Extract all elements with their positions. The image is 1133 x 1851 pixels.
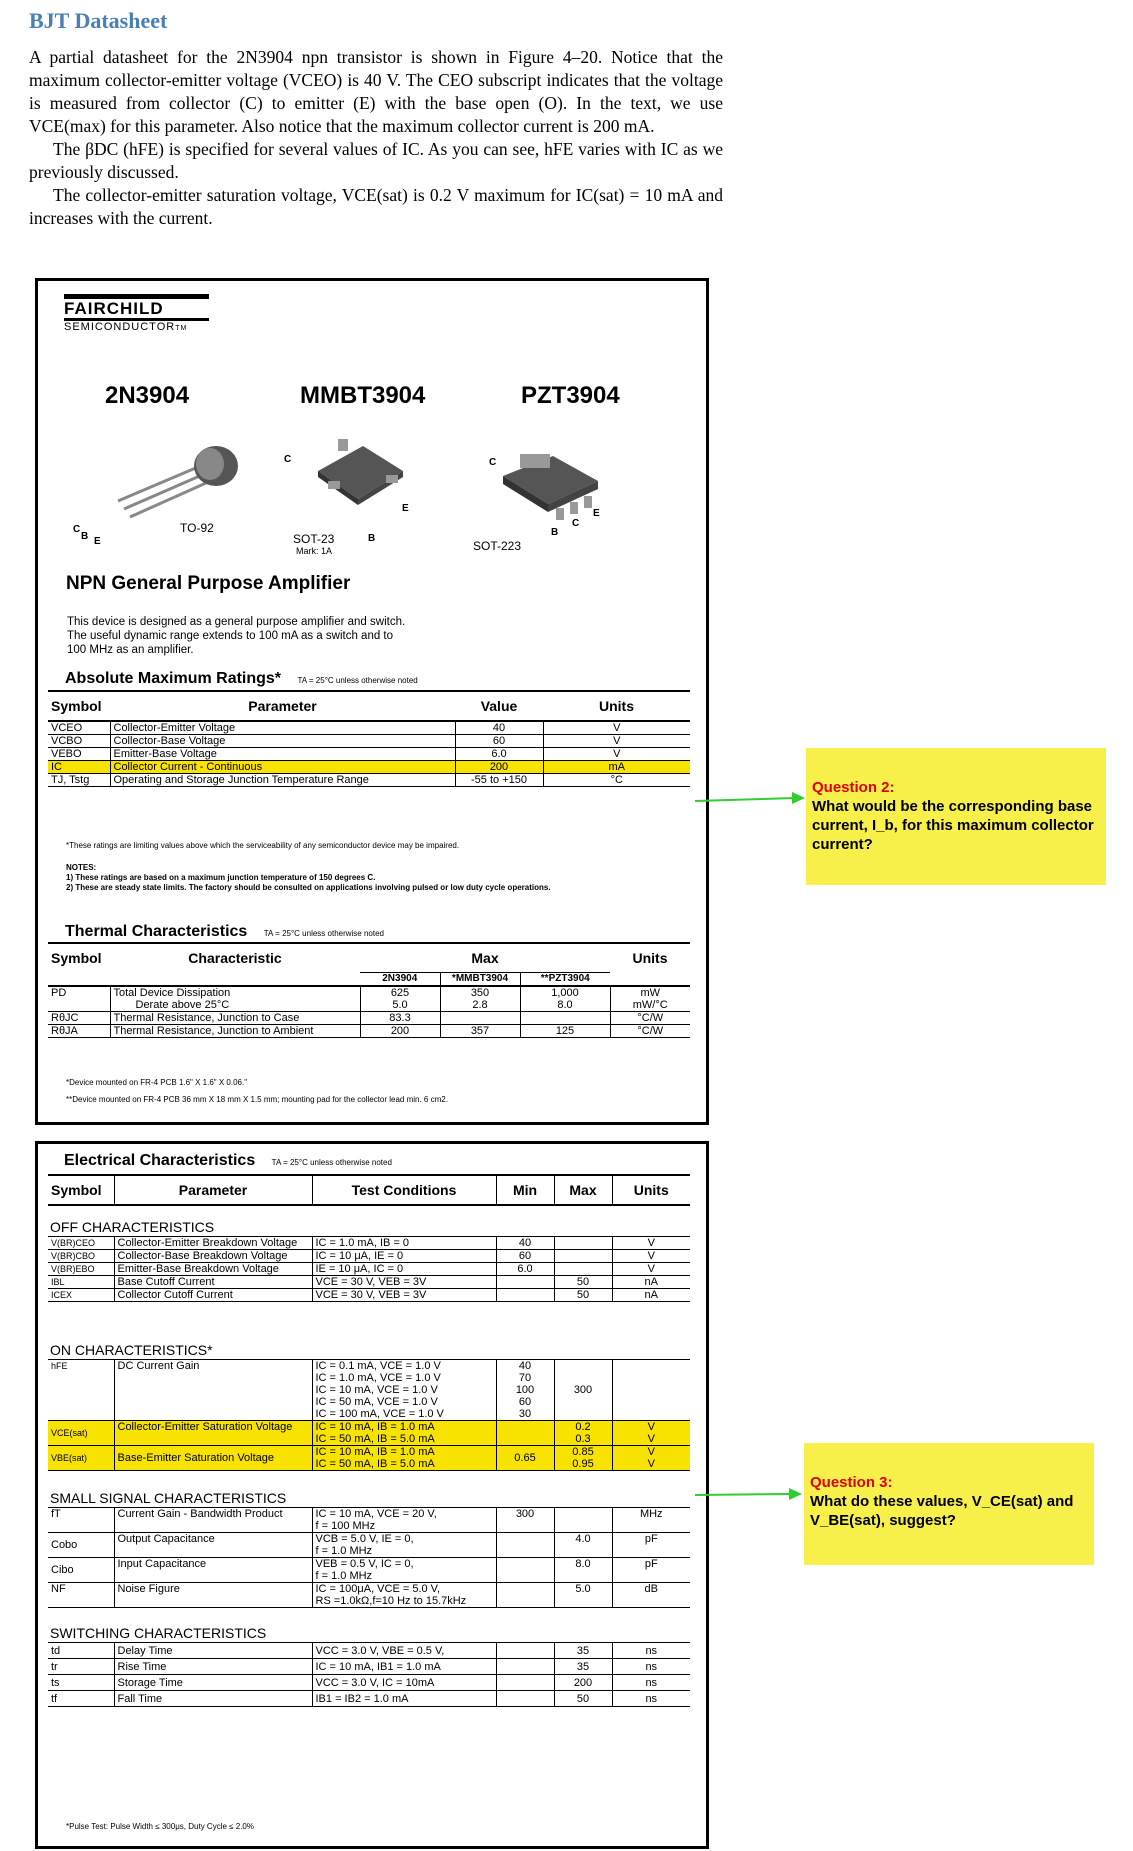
ss-cond: IC = 100μA, VCE = 5.0 V, xyxy=(315,1583,441,1595)
elec-hdr-symbol: Symbol xyxy=(48,1175,114,1205)
thermal-char: Thermal Resistance, Junction to Case xyxy=(110,1012,360,1025)
thermal-footnote-2: **Device mounted on FR-4 PCB 36 mm X 18 mm X 1.5 mm; mounting pad for the collector lead min. 6 cm2. xyxy=(66,1095,448,1104)
hfe-min: 30 xyxy=(518,1408,532,1420)
thermal-hdr-units: Units xyxy=(610,943,690,973)
ss-param: Current Gain - Bandwidth Product xyxy=(114,1508,312,1533)
thermal-v3b: 8.0 xyxy=(557,999,573,1011)
sw-units: ns xyxy=(612,1643,690,1659)
abs-hdr-symbol: Symbol xyxy=(48,691,110,721)
elec-hdr-units: Units xyxy=(612,1175,690,1205)
off-sym: ICEX xyxy=(48,1289,114,1302)
abs-max-cond: TA = 25°C unless otherwise noted xyxy=(297,676,418,685)
thermal-v3: 125 xyxy=(520,1025,610,1038)
thermal-title: Thermal Characteristics xyxy=(65,923,248,940)
off-units: V xyxy=(612,1250,690,1263)
off-min: 60 xyxy=(496,1250,554,1263)
thermal-u: °C/W xyxy=(610,1025,690,1038)
question-2-box xyxy=(806,748,1106,885)
to92-pin-e: E xyxy=(94,536,101,547)
vbesat-min: 0.65 xyxy=(496,1446,554,1471)
part-pzt3904: PZT3904 xyxy=(521,382,620,409)
sot223-pin-b: B xyxy=(551,527,559,538)
ss-sym: fT xyxy=(48,1508,114,1533)
sw-sym: tf xyxy=(48,1691,114,1707)
note-1: 1) These ratings are based on a maximum junction temperature of 150 degrees C. xyxy=(66,873,376,882)
sw-max: 35 xyxy=(554,1643,612,1659)
hfe-sym: hFE xyxy=(48,1360,114,1421)
thermal-sub-2n3904: 2N3904 xyxy=(360,973,440,987)
sot23-pin-c: C xyxy=(284,454,292,465)
thermal-v1: 625 xyxy=(390,987,410,999)
sw-param: Rise Time xyxy=(114,1659,312,1675)
question-3-text: What do these values, V_CE(sat) and V_BE(sat), suggest? xyxy=(810,1493,1074,1529)
abs-hdr-units: Units xyxy=(543,691,690,721)
sw-param: Storage Time xyxy=(114,1675,312,1691)
abs-hdr-value: Value xyxy=(455,691,543,721)
ss-units: pF xyxy=(612,1533,690,1558)
vcesat-units: V xyxy=(647,1433,655,1445)
abs-param: Operating and Storage Junction Temperature Range xyxy=(110,774,455,787)
off-units: nA xyxy=(612,1276,690,1289)
vcesat-param: Collector-Emitter Saturation Voltage xyxy=(114,1421,312,1446)
abs-sym: TJ, Tstg xyxy=(48,774,110,787)
abs-param: Collector Current - Continuous xyxy=(110,761,455,774)
off-cond: VCE = 30 V, VEB = 3V xyxy=(312,1276,496,1289)
sw-param: Delay Time xyxy=(114,1643,312,1659)
intro-paragraph-3: The collector-emitter saturation voltage, VCE(sat) is 0.2 V maximum for IC(sat) = 10 mA and increases with the current. xyxy=(29,185,723,228)
off-max: 50 xyxy=(554,1276,612,1289)
arrow-to-question-3 xyxy=(695,1494,792,1495)
ss-param: Input Capacitance xyxy=(114,1558,312,1583)
vcesat-cond: IC = 10 mA, IB = 1.0 mA xyxy=(315,1421,435,1433)
ss-cond-2: f = 1.0 MHz xyxy=(315,1570,373,1582)
part-2n3904: 2N3904 xyxy=(105,382,190,409)
off-sym: V(BR)CBO xyxy=(48,1250,114,1263)
abs-sym: VEBO xyxy=(48,748,110,761)
ss-min: 300 xyxy=(496,1508,554,1533)
ss-units: pF xyxy=(612,1558,690,1583)
thermal-v2: 357 xyxy=(440,1025,520,1038)
thermal-sub-mmbt3904: *MMBT3904 xyxy=(440,973,520,987)
abs-units: °C xyxy=(543,774,690,787)
thermal-ub: mW/°C xyxy=(632,999,668,1011)
abs-units: mA xyxy=(543,761,690,774)
sw-units: ns xyxy=(612,1659,690,1675)
off-param: Collector-Base Breakdown Voltage xyxy=(114,1250,312,1263)
note-2: 2) These are steady state limits. The factory should be consulted on applications involving pulsed or low duty cycle operations. xyxy=(66,883,551,892)
ss-cond: VEB = 0.5 V, IC = 0, xyxy=(315,1558,414,1570)
ss-param: Output Capacitance xyxy=(114,1533,312,1558)
thermal-v1: 200 xyxy=(360,1025,440,1038)
to92-pin-b: B xyxy=(81,531,89,542)
thermal-footnote-1: *Device mounted on FR-4 PCB 1.6" X 1.6" X 0.06." xyxy=(66,1078,248,1087)
ss-sym: Cibo xyxy=(48,1558,114,1583)
hfe-max: 300 xyxy=(554,1360,612,1421)
sw-units: ns xyxy=(612,1675,690,1691)
abs-param: Emitter-Base Voltage xyxy=(110,748,455,761)
device-title: NPN General Purpose Amplifier xyxy=(66,573,351,594)
off-param: Emitter-Base Breakdown Voltage xyxy=(114,1263,312,1276)
hfe-cond: IC = 10 mA, VCE = 1.0 V xyxy=(315,1384,438,1396)
off-param: Base Cutoff Current xyxy=(114,1276,312,1289)
thermal-sym: PD xyxy=(48,986,110,1012)
sot223-pin-c: C xyxy=(572,518,580,529)
ss-cond-2: f = 100 MHz xyxy=(315,1520,376,1532)
thermal-v3: 1,000 xyxy=(551,987,579,999)
arrow-head-question-2 xyxy=(792,792,805,804)
to92-pin-c: C xyxy=(73,524,81,535)
hfe-min: 40 xyxy=(518,1360,532,1372)
hfe-min: 100 xyxy=(515,1384,535,1396)
abs-sym: VCEO xyxy=(48,721,110,735)
vbesat-max: 0.95 xyxy=(572,1458,594,1470)
abs-units: V xyxy=(543,721,690,735)
abs-param: Collector-Emitter Voltage xyxy=(110,721,455,735)
ss-param: Noise Figure xyxy=(114,1583,312,1608)
abs-value: 60 xyxy=(455,735,543,748)
off-max: 50 xyxy=(554,1289,612,1302)
abs-units: V xyxy=(543,748,690,761)
question-2-text: What would be the corresponding base current, I_b, for this maximum collector current? xyxy=(812,798,1094,853)
thermal-v2b: 2.8 xyxy=(472,999,488,1011)
ss-max: 8.0 xyxy=(554,1558,612,1583)
thermal-char: Total Device Dissipation xyxy=(113,987,231,999)
thermal-sym: RθJA xyxy=(48,1025,110,1038)
ss-sym: NF xyxy=(48,1583,114,1608)
notes-title: NOTES: xyxy=(66,863,97,872)
sw-units: ns xyxy=(612,1691,690,1707)
sw-cond: IB1 = IB2 = 1.0 mA xyxy=(312,1691,496,1707)
thermal-v1b: 5.0 xyxy=(392,999,408,1011)
thermal-v1: 83.3 xyxy=(360,1012,440,1025)
sot23-pin-e: E xyxy=(402,503,409,514)
sw-sym: td xyxy=(48,1643,114,1659)
off-sym: V(BR)EBO xyxy=(48,1263,114,1276)
question-2-title: Question 2: xyxy=(812,779,895,796)
thermal-cond: TA = 25°C unless otherwise noted xyxy=(263,929,384,938)
off-param: Collector Cutoff Current xyxy=(114,1289,312,1302)
ss-cond-2: RS =1.0kΩ,f=10 Hz to 15.7kHz xyxy=(315,1595,467,1607)
to92-label: TO-92 xyxy=(180,521,214,535)
off-cond: IC = 1.0 mA, IB = 0 xyxy=(312,1237,496,1250)
switching-label: SWITCHING CHARACTERISTICS xyxy=(50,1625,267,1641)
vcesat-max: 0.2 xyxy=(575,1421,591,1433)
vbesat-sym: VBE(sat) xyxy=(48,1446,114,1471)
off-min: 40 xyxy=(496,1237,554,1250)
elec-hdr-max: Max xyxy=(554,1175,612,1205)
ss-max: 5.0 xyxy=(554,1583,612,1608)
sot23-mark: Mark: 1A xyxy=(296,546,333,556)
intro-paragraph-2: The βDC (hFE) is specified for several values of IC. As you can see, hFE varies with IC as we previously discussed. xyxy=(29,139,723,182)
vcesat-cond: IC = 50 mA, IB = 5.0 mA xyxy=(315,1433,435,1445)
page-heading: BJT Datasheet xyxy=(29,8,168,33)
hfe-cond: IC = 1.0 mA, VCE = 1.0 V xyxy=(315,1372,441,1384)
abs-sym: VCBO xyxy=(48,735,110,748)
device-description: This device is designed as a general purpose amplifier and switch. The useful dynamic range extends to 100 mA as a switch and to 100 MHz as an amplifier. xyxy=(67,616,406,656)
electrical-title: Electrical Characteristics xyxy=(64,1152,256,1169)
elec-hdr-min: Min xyxy=(496,1175,554,1205)
thermal-v2: 350 xyxy=(470,987,490,999)
hfe-param: DC Current Gain xyxy=(114,1360,312,1421)
abs-hdr-parameter: Parameter xyxy=(110,691,455,721)
vcesat-max: 0.3 xyxy=(575,1433,591,1445)
abs-value: 6.0 xyxy=(455,748,543,761)
on-characteristics-label: ON CHARACTERISTICS* xyxy=(50,1342,213,1358)
off-sym: IBL xyxy=(48,1276,114,1289)
sw-cond: VCC = 3.0 V, IC = 10mA xyxy=(312,1675,496,1691)
off-units: V xyxy=(612,1237,690,1250)
intro-paragraph-1: A partial datasheet for the 2N3904 npn transistor is shown in Figure 4–20. Notice that the maximum collector-emitter voltage (VCEO) is 40 V. The CEO subscript indicates that the voltage is measured from collector (C) to emitter (E) with the base open (O). In the text, we use VCE(max) for this parameter. Also notice that the maximum collector current is 200 mA. xyxy=(29,47,723,136)
off-cond: IE = 10 μA, IC = 0 xyxy=(312,1263,496,1276)
sw-sym: ts xyxy=(48,1675,114,1691)
vbesat-param: Base-Emitter Saturation Voltage xyxy=(114,1446,312,1471)
thermal-hdr-characteristic: Characteristic xyxy=(110,943,360,973)
logo-name: FAIRCHILD xyxy=(64,299,164,318)
sot223-pin-c-top: C xyxy=(489,457,497,468)
ss-sym: Cobo xyxy=(48,1533,114,1558)
vbesat-units: V xyxy=(647,1458,655,1470)
off-cond: VCE = 30 V, VEB = 3V xyxy=(312,1289,496,1302)
logo-sub: SEMICONDUCTOR xyxy=(64,321,176,333)
logo-tm: TM xyxy=(175,325,188,332)
thermal-char-2: Derate above 25°C xyxy=(135,999,230,1011)
abs-param: Collector-Base Voltage xyxy=(110,735,455,748)
abs-value: 200 xyxy=(455,761,543,774)
sw-max: 50 xyxy=(554,1691,612,1707)
part-mmbt3904: MMBT3904 xyxy=(300,382,426,409)
ss-cond: VCB = 5.0 V, IE = 0, xyxy=(315,1533,414,1545)
sot223-pin-e: E xyxy=(593,508,600,519)
question-3-title: Question 3: xyxy=(810,1474,893,1491)
question-3-box xyxy=(804,1443,1094,1565)
hfe-cond: IC = 0.1 mA, VCE = 1.0 V xyxy=(315,1360,441,1372)
abs-max-title: Absolute Maximum Ratings* xyxy=(65,670,282,687)
ss-max: 4.0 xyxy=(554,1533,612,1558)
ss-cond: IC = 10 mA, VCE = 20 V, xyxy=(315,1508,437,1520)
arrow-head-question-3 xyxy=(789,1488,802,1500)
abs-value: 40 xyxy=(455,721,543,735)
elec-hdr-parameter: Parameter xyxy=(114,1175,312,1205)
abs-value: -55 to +150 xyxy=(455,774,543,787)
sw-max: 200 xyxy=(554,1675,612,1691)
off-characteristics-label: OFF CHARACTERISTICS xyxy=(50,1219,215,1235)
sw-param: Fall Time xyxy=(114,1691,312,1707)
sot23-label: SOT-23 xyxy=(293,532,335,546)
off-sym: V(BR)CEO xyxy=(48,1237,114,1250)
vbesat-max: 0.85 xyxy=(572,1446,594,1458)
off-param: Collector-Emitter Breakdown Voltage xyxy=(114,1237,312,1250)
thermal-u: mW xyxy=(640,987,661,999)
electrical-cond: TA = 25°C unless otherwise noted xyxy=(271,1158,392,1167)
off-cond: IC = 10 μA, IE = 0 xyxy=(312,1250,496,1263)
abs-units: V xyxy=(543,735,690,748)
thermal-sub-pzt3904: **PZT3904 xyxy=(520,973,610,987)
ss-units: MHz xyxy=(612,1508,690,1533)
elec-hdr-conditions: Test Conditions xyxy=(312,1175,496,1205)
ss-units: dB xyxy=(612,1583,690,1608)
thermal-hdr-max: Max xyxy=(360,943,610,973)
hfe-cond: IC = 100 mA, VCE = 1.0 V xyxy=(315,1408,444,1420)
sot23-pin-b: B xyxy=(368,533,376,544)
sw-sym: tr xyxy=(48,1659,114,1675)
thermal-sym: RθJC xyxy=(48,1012,110,1025)
abs-sym: IC xyxy=(48,761,110,774)
thermal-u: °C/W xyxy=(610,1012,690,1025)
small-signal-label: SMALL SIGNAL CHARACTERISTICS xyxy=(50,1490,287,1506)
vcesat-units: V xyxy=(647,1421,655,1433)
vbesat-cond: IC = 50 mA, IB = 5.0 mA xyxy=(315,1458,435,1470)
off-units: nA xyxy=(612,1289,690,1302)
hfe-cond: IC = 50 mA, VCE = 1.0 V xyxy=(315,1396,438,1408)
sw-cond: VCC = 3.0 V, VBE = 0.5 V, xyxy=(312,1643,496,1659)
hfe-min: 60 xyxy=(518,1396,532,1408)
vbesat-units: V xyxy=(647,1446,655,1458)
ss-cond-2: f = 1.0 MHz xyxy=(315,1545,373,1557)
electrical-footnote: *Pulse Test: Pulse Width ≤ 300μs, Duty Cycle ≤ 2.0% xyxy=(66,1822,254,1831)
sot223-label: SOT-223 xyxy=(473,539,522,553)
hfe-min: 70 xyxy=(518,1372,532,1384)
vcesat-sym: VCE(sat) xyxy=(48,1421,114,1446)
sw-cond: IC = 10 mA, IB1 = 1.0 mA xyxy=(312,1659,496,1675)
sw-max: 35 xyxy=(554,1659,612,1675)
abs-max-footnote: *These ratings are limiting values above which the serviceability of any semiconductor device may be impaired. xyxy=(66,841,460,850)
thermal-char: Thermal Resistance, Junction to Ambient xyxy=(110,1025,360,1038)
vbesat-cond: IC = 10 mA, IB = 1.0 mA xyxy=(315,1446,435,1458)
off-min: 6.0 xyxy=(496,1263,554,1276)
off-units: V xyxy=(612,1263,690,1276)
arrow-to-question-2 xyxy=(695,798,795,801)
thermal-hdr-symbol: Symbol xyxy=(48,943,110,973)
